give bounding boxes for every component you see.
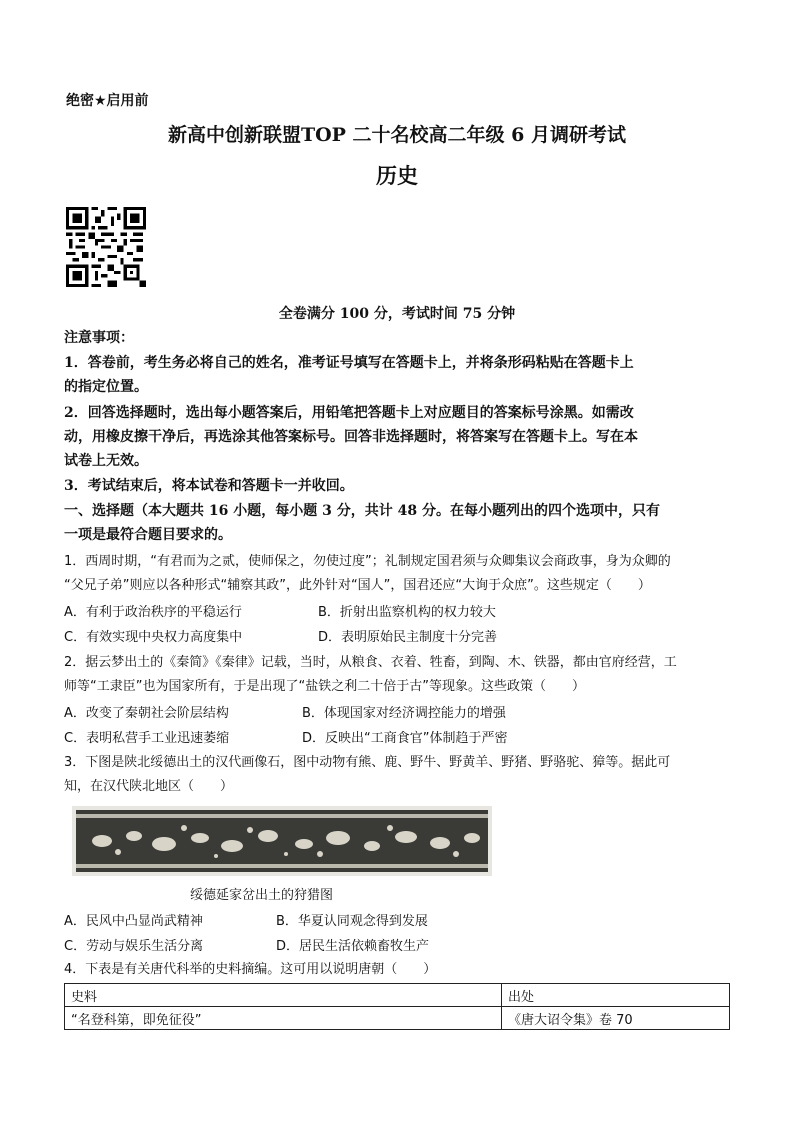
section1-line-1: 一、选择题（本大题共 16 小题，每小题 3 分，共计 48 分。在每小题列出的四个选项中，只有 (64, 503, 660, 519)
q3-stem-line-1: 3．下图是陕北绥德出土的汉代画像石，图中动物有熊、鹿、野牛、野黄羊、野猪、野骆驼、獐等。据此可 (64, 755, 671, 770)
table-row (65, 1007, 730, 1030)
table-cell-origin: 《唐大诏令集》卷 70 (502, 1007, 730, 1030)
table-cell-source: “名登科第，即免征役” (65, 1007, 502, 1030)
q1-stem-line-1: 1．西周时期，“有君而为之贰，使师保之，勿使过度”；礼制规定国君须与众卿集议会商政事，身为众卿的 (64, 554, 671, 569)
q4-stem: 4．下表是有关唐代科举的史料摘编。这可用以说明唐朝（ ） (64, 962, 437, 977)
q2-option-c: C．表明私营手工业迅速萎缩 (64, 731, 230, 746)
note-2-line-2: 动，用橡皮擦干净后，再选涂其他答案标号。回答非选择题时，将答案写在答题卡上。写在本 (64, 429, 638, 445)
note-1-line-2: 的指定位置。 (64, 379, 148, 395)
q4-source-table (64, 983, 730, 1030)
note-3: 3．考试结束后，将本试卷和答题卡一并收回。 (64, 478, 354, 494)
q1-option-c: C．有效实现中央权力高度集中 (64, 630, 243, 645)
q2-option-a: A．改变了秦朝社会阶层结构 (64, 706, 229, 721)
score-info: 全卷满分 100 分，考试时间 75 分钟 (278, 306, 516, 322)
table-header-origin: 出处 (502, 984, 730, 1007)
note-2-line-3: 试卷上无效。 (64, 453, 148, 469)
notes-heading: 注意事项： (64, 330, 134, 346)
q3-option-c: C．劳动与娱乐生活分离 (64, 939, 204, 954)
confidential-label: 绝密★启用前 (66, 93, 149, 109)
section1-line-2: 一项是最符合题目要求的。 (64, 527, 232, 543)
q2-stem-line-1: 2．据云梦出土的《秦简》《秦律》记载，当时，从粮食、衣着、牲畜，到陶、木、铁器，都由官府经营，工 (64, 655, 677, 670)
q2-stem-line-2: 师等“工隶臣”也为国家所有，于是出现了“盐铁之利二十倍于古”等现象。这些政策（ ） (64, 679, 585, 694)
q1-option-d: D．表明原始民主制度十分完善 (318, 630, 498, 645)
table-header-row (65, 984, 730, 1007)
hunting-relief-image (72, 806, 492, 876)
hunting-image-caption: 绥德延家岔出土的狩猎图 (190, 888, 334, 903)
note-1-line-1: 1．答卷前，考生务必将自己的姓名，准考证号填写在答题卡上，并将条形码粘贴在答题卡上 (64, 355, 634, 371)
q3-option-d: D．居民生活依赖畜牧生产 (276, 939, 430, 954)
q3-option-a: A．民风中凸显尚武精神 (64, 914, 203, 929)
qr-code-icon (66, 207, 146, 287)
q3-option-b: B．华夏认同观念得到发展 (276, 914, 428, 929)
q2-option-d: D．反映出“工商食官”体制趋于严密 (302, 731, 508, 746)
q2-option-b: B．体现国家对经济调控能力的增强 (302, 706, 506, 721)
table-header-source: 史料 (65, 984, 502, 1007)
exam-title: 新高中创新联盟TOP 二十名校高二年级 6 月调研考试 (167, 124, 627, 146)
q3-stem-line-2: 知，在汉代陕北地区（ ） (64, 779, 234, 794)
q1-option-a: A．有利于政治秩序的平稳运行 (64, 605, 242, 620)
q1-option-b: B．折射出监察机构的权力较大 (318, 605, 496, 620)
q1-stem-line-2: “父兄子弟”则应以各种形式“辅察其政”，此外针对“国人”，国君还应“大询于众庶”。这些规定（ ） (64, 578, 651, 593)
note-2-line-1: 2．回答选择题时，选出每小题答案后，用铅笔把答题卡上对应题目的答案标号涂黑。如需改 (64, 405, 634, 421)
subject-title: 历史 (376, 163, 418, 188)
